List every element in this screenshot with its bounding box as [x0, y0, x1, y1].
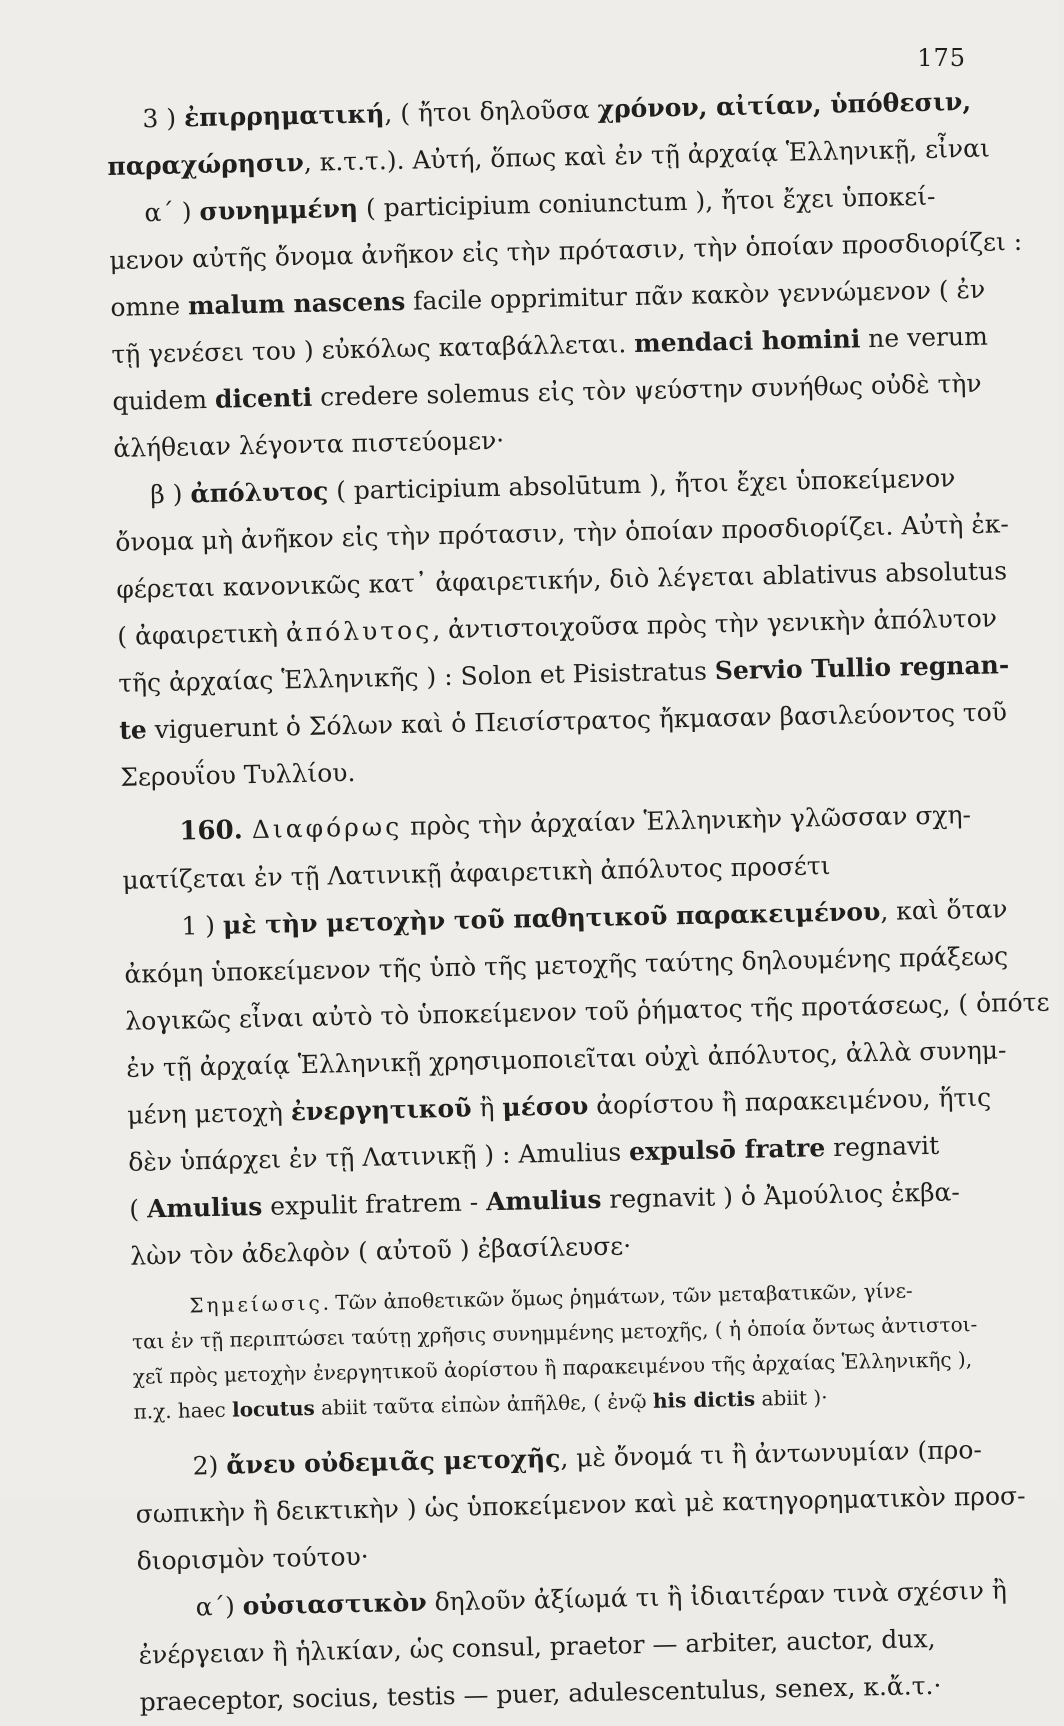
- text-line: παραχώρησιν, κ.τ.τ.). Αὐτή, ὅπως καὶ ἐν τῇ ἀρχαίᾳ Ἑλληνικῇ, εἶναι: [107, 133, 991, 181]
- text-line: β ) ἀπόλυτος ( participium absolūtum ), ἤτοι ἔχει ὑποκείμενον: [150, 463, 956, 510]
- bold-term: μὲ τὴν μετοχὴν τοῦ παθητικοῦ παρακειμένου: [222, 896, 881, 940]
- text-line: ἐνέργειαν ἢ ἡλικίαν, ὡς consul, praetor — arbiter, auctor, dux,: [138, 1623, 936, 1670]
- note-line: ται ἐν τῇ περιπτώσει ταύτῃ χρῆσις συνημμένης μετοχῆς, ( ἡ ὁποία ὄντως ἀντιστοι-: [131, 1312, 978, 1354]
- text-line: quidem dicenti credere solemus εἰς τὸν ψεύστην συνήθως οὐδὲ τὴν: [112, 368, 982, 416]
- bold-term: οὐσιαστικὸν: [242, 1587, 427, 1621]
- bold-term: te: [118, 715, 148, 745]
- bold-term: dicenti: [214, 382, 313, 414]
- text-line: ματίζεται ἐν τῇ Λατινικῇ ἀφαιρετικὴ ἀπόλυτος προσέτι: [122, 851, 831, 895]
- spaced-term: Διαφόρως: [251, 811, 403, 845]
- text-line: δὲν ὑπάρχει ἐν τῇ Λατινικῇ ) : Amulius expulsō fratre regnavit: [128, 1130, 940, 1177]
- text-line: te viguerunt ὁ Σόλων καὶ ὁ Πεισίστρατος ἤκμασαν βασιλεύοντος τοῦ: [118, 697, 1008, 745]
- bold-term: παραχώρησιν: [107, 147, 305, 181]
- bold-term: ἐπιρρηματική: [183, 99, 385, 133]
- text-line: τῆς ἀρχαίας Ἑλληνικῆς ) : Solon et Pisistratus Servio Tullio regnan-: [118, 650, 1010, 698]
- text-line: διορισμὸν τούτου·: [136, 1541, 369, 1576]
- bold-term: χρόνον, αἰτίαν, ὑπόθεσιν,: [597, 86, 972, 124]
- bold-term: mendaci homini: [633, 324, 861, 358]
- text-line: μένη μετοχὴ ἐνεργητικοῦ ἢ μέσου ἀορίστου ἢ παρακειμένου, ἥτις: [127, 1082, 992, 1130]
- bold-term: locutus: [231, 1395, 316, 1422]
- text-line: λογικῶς εἶναι αὐτὸ τὸ ὑποκείμενον τοῦ ῥήματος τῆς προτάσεως, ( ὁπότε: [125, 987, 1050, 1036]
- spaced-term: ἀπόλυτος: [285, 615, 433, 648]
- bold-term: μέσου: [502, 1091, 589, 1122]
- page-number: 175: [917, 44, 966, 72]
- bold-term: ἄνευ οὐδεμιᾶς μετοχῆς: [226, 1443, 561, 1480]
- section-number: 160.: [179, 815, 253, 847]
- text-line: praeceptor, socius, testis — puer, adulescentulus, senex, κ.ἄ.τ.·: [139, 1670, 942, 1717]
- note-line: π.χ. haec locutus abiit ταῦτα εἰπὼν ἀπῆλθε, ( ἐνῷ his dictis abiit )·: [133, 1385, 828, 1424]
- text-line: τῇ γενέσει του ) εὐκόλως καταβάλλεται. mendaci homini ne verum: [111, 321, 989, 369]
- bold-term: Servio Tullio regnan-: [714, 650, 1010, 686]
- bold-term: συνημμένη: [199, 193, 359, 227]
- page-body: [106, 78, 1050, 1726]
- text-line: ( Amulius expulit fratrem - Amulius regnavit ) ὁ Ἀμούλιος ἐκβα-: [129, 1177, 961, 1224]
- text-line: Σερουΐου Τυλλίου.: [119, 757, 356, 792]
- text-line: σωπικὴν ἢ δεικτικὴν ) ὡς ὑποκείμενον καὶ μὲ κατηγορηματικὸν προσ-: [135, 1481, 1026, 1529]
- text-line: 1 ) μὲ τὴν μετοχὴν τοῦ παθητικοῦ παρακειμένου, καὶ ὅταν: [181, 894, 1008, 941]
- note-heading: Σημείωσις: [189, 1290, 323, 1318]
- text-line: α´) οὐσιαστικὸν δηλοῦν ἀξίωμά τι ἢ ἰδιαιτέραν τινὰ σχέσιν ἢ: [195, 1575, 1008, 1622]
- section-heading-line: 160. Διαφόρως πρὸς τὴν ἀρχαίαν Ἑλληνικὴν γλῶσσαν σχη-: [179, 800, 972, 847]
- text-line: ἀκόμη ὑποκείμενον τῆς ὑπὸ τῆς μετοχῆς ταύτης δηλουμένης πράξεως: [124, 941, 1009, 989]
- text-line: omne malum nascens facile opprimitur πᾶν κακὸν γεννώμενον ( ἐν: [110, 274, 986, 322]
- bold-term: malum nascens: [187, 286, 406, 321]
- bold-term: expulsō fratre: [628, 1133, 826, 1167]
- bold-term: ἐνεργητικοῦ: [290, 1093, 472, 1127]
- text-line: λὼν τὸν ἀδελφὸν ( αὐτοῦ ) ἐβασίλευσε·: [130, 1231, 632, 1271]
- bold-term: Amulius: [146, 1191, 263, 1224]
- note-line: χεῖ πρὸς μετοχὴν ἐνεργητικοῦ ἀορίστου ἢ παρακειμένου τῆς ἀρχαίας Ἑλληνικῆς ),: [132, 1347, 973, 1389]
- bold-term: Amulius: [485, 1184, 602, 1217]
- text-line: φέρεται κανονικῶς κατ᾽ ἀφαιρετικήν, διὸ λέγεται ablativus absolutus: [116, 556, 1008, 604]
- bold-term: his dictis: [652, 1386, 756, 1413]
- text-line: ὄνομα μὴ ἀνῆκον εἰς τὴν πρότασιν, τὴν ὁποίαν προσδιορίζει. Αὐτὴ ἐκ-: [115, 509, 1010, 557]
- text-line: ( ἀφαιρετικὴ ἀπόλυτος, ἀντιστοιχοῦσα πρὸς τὴν γενικὴν ἀπόλυτον: [117, 603, 998, 651]
- text-line: μενον αὐτῆς ὄνομα ἀνῆκον εἰς τὴν πρότασιν, τὴν ὁποίαν προσδιορίζει :: [109, 226, 1023, 275]
- text-line: ἐν τῇ ἀρχαίᾳ Ἑλληνικῇ χρησιμοποιεῖται οὐχὶ ἀπόλυτος, ἀλλὰ συνημ-: [126, 1035, 1007, 1083]
- text-line: 3 ) ἐπιρρηματική, ( ἤτοι δηλοῦσα χρόνον, αἰτίαν, ὑπόθεσιν,: [142, 86, 972, 134]
- text-line: ἀλήθειαν λέγοντα πιστεύομεν·: [113, 425, 505, 463]
- text-line: α´ ) συνημμένη ( participium coniunctum ), ἤτοι ἔχει ὑποκεί-: [144, 181, 936, 228]
- text-line: 2) ἄνευ οὐδεμιᾶς μετοχῆς, μὲ ὄνομά τι ἢ ἀντωνυμίαν (προ-: [192, 1434, 983, 1481]
- note-line: Σημείωσις. Τῶν ἀποθετικῶν ὅμως ῥημάτων, τῶν μεταβατικῶν, γίνε-: [189, 1278, 913, 1318]
- bold-term: ἀπόλυτος: [190, 476, 329, 509]
